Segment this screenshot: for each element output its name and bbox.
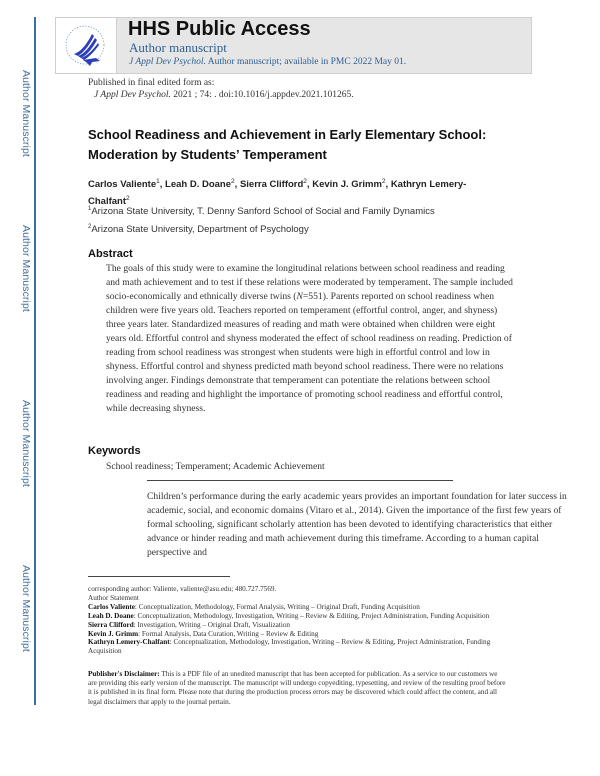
abstract-heading: Abstract	[88, 248, 133, 260]
article-title-line: School Readiness and Achievement in Early Elementary School:	[88, 127, 487, 142]
author-name: Kevin J. Grimm	[312, 179, 382, 191]
keywords-list: School readiness; Temperament; Academic Achievement	[106, 461, 325, 472]
header-availability: Author manuscript; available in PMC 2022 May 01.	[205, 57, 407, 67]
contributor-roles: : Conceptualization, Methodology, Formal Analysis, Writing – Original Draft, Funding Acquisition	[134, 602, 420, 611]
author-name: Leah D. Doane	[165, 179, 232, 191]
header-subtitle: Author manuscript	[129, 40, 227, 55]
author-affiliation-mark: 2	[303, 178, 307, 185]
contributor-roles: : Conceptualization, Methodology, Investigation, Writing – Review & Editing, Project Administration, Funding Acquisition	[88, 638, 491, 656]
disclaimer-heading: Publisher's Disclaimer:	[88, 670, 160, 678]
disclaimer-text: This is a PDF file of an unedited manuscript that has been accepted for publication. As a service to our customers we are providing this early version of the manuscript. The manuscript will undergo copyediting, typesetting, and review of the resulting proof before it is published in its final form. Please note that during the production process errors may be discovered which could affect the content, and all legal disclaimers that apply to the journal pertain.	[88, 670, 506, 706]
author-list: Carlos Valiente$^1$, Leah D. Doane$^2$, Sierra Clifford$^2$, Kevin J. Grimm$^2$, Kathryn Lemery-Chalfant$^2$	[88, 178, 467, 208]
affiliation-text: Arizona State University, T. Denny Sanford School of Social and Family Dynamics	[91, 206, 435, 218]
publication-details: 2021 ; 74: . doi:10.1016/j.appdev.2021.101265.	[170, 90, 354, 100]
hhs-eagle-logo-icon	[56, 18, 117, 73]
affiliation	[88, 206, 435, 217]
keywords-heading: Keywords	[88, 445, 141, 457]
footnote-divider	[88, 576, 230, 577]
contribution	[88, 612, 508, 621]
contributor-roles: : Formal Analysis, Data Curation, Writing – Review & Editing	[138, 629, 319, 638]
author-name: Carlos Valiente	[88, 179, 157, 191]
affiliation-number: 1	[88, 206, 92, 212]
affiliation-text: Arizona State University, Department of Psychology	[91, 224, 309, 236]
contributor-roles: : Conceptualization, Methodology, Investigation, Writing – Review & Editing, Project Administration, Funding Acquisition	[133, 611, 490, 620]
margin-label-author-manuscript: Author Manuscript	[20, 225, 32, 312]
publisher-disclaimer	[88, 670, 508, 707]
abstract-text: The goals of this study were to examine the longitudinal relations between school readiness and reading and math achievement and to test if these relations were moderated by temperament. The sample included socio-economically and ethnically diverse twins (	[106, 263, 513, 302]
section-divider	[147, 480, 453, 481]
contributor-name: Sierra Clifford	[88, 620, 134, 629]
contributor-name: Kevin J. Grimm	[88, 629, 139, 638]
abstract-n-label: N	[296, 291, 303, 302]
contribution	[88, 630, 508, 639]
author-affiliation-mark: 2	[126, 195, 130, 203]
contributor-name: Kathryn Lemery-Chalfant	[88, 638, 170, 647]
author-statement-heading: Author Statement	[88, 593, 139, 602]
header-journal: J Appl Dev Psychol.	[129, 57, 206, 67]
intro-paragraph: Children’s performance during the early academic years provides an important foundation for later success in academic, social, and economic domains (Vitaro et al., 2014). Given the importance of the first few years of formal schooling, significant scholarly attention has been devoted to identifying characteristics that either advance or hinder reading and math achievement during this timeframe. According to a human capital perspective and	[147, 491, 567, 558]
publication-info	[88, 77, 354, 101]
author-name: Sierra Clifford	[239, 179, 304, 191]
publication-journal: J Appl Dev Psychol.	[94, 90, 171, 100]
header-citation	[129, 57, 406, 67]
contributor-name: Carlos Valiente	[88, 602, 135, 611]
article-title	[88, 125, 558, 165]
abstract-body	[106, 262, 516, 416]
hhs-header-banner	[55, 17, 532, 74]
abstract-text: =551). Parents reported on school readiness when children were five years old. Teachers reported on temperament (effortful control, anger, and shyness) three years later. Standardized measures of reading and math were obtained when children were eight years old. Effortful control and shyness moderated the effect of school readiness on reading. Prediction of reading from school readiness was strongest when students were high in effortful control and low in shyness. Effortful control and shyness predicted math beyond school readiness. There were no relations involving anger. Findings demonstrate that temperament can potentiate the relations between school readiness and reading and highlight the importance of promoting school readiness and effortful control, while decreasing shyness.	[106, 291, 512, 414]
contribution	[88, 621, 508, 630]
author-affiliation-mark: 2	[381, 178, 386, 185]
margin-label-author-manuscript: Author Manuscript	[20, 70, 32, 157]
header-title: HHS Public Access	[128, 18, 311, 40]
publication-citation	[88, 89, 354, 101]
contributor-roles: : Investigation, Writing – Original Draft, Visualization	[133, 620, 291, 629]
footnotes	[88, 585, 508, 656]
affiliation	[88, 224, 309, 235]
affiliation-number: 2	[88, 224, 92, 230]
author-affiliation-mark: 2	[231, 178, 235, 185]
corresponding-author: corresponding author: Valiente, valiente@asu.edu; 480.727.7569.	[88, 585, 277, 593]
contribution	[88, 603, 508, 612]
contributor-name: Leah D. Doane	[88, 611, 134, 620]
margin-label-author-manuscript: Author Manuscript	[20, 565, 32, 652]
publication-label: Published in final edited form as:	[88, 78, 215, 88]
contribution	[88, 638, 508, 656]
margin-rule	[34, 17, 36, 705]
article-title-line: Moderation by Students’ Temperament	[88, 147, 327, 162]
author-affiliation-mark: 1	[156, 178, 160, 185]
margin-label-author-manuscript: Author Manuscript	[20, 400, 32, 487]
author-name: Kathryn Lemery-Chalfant	[88, 179, 467, 208]
